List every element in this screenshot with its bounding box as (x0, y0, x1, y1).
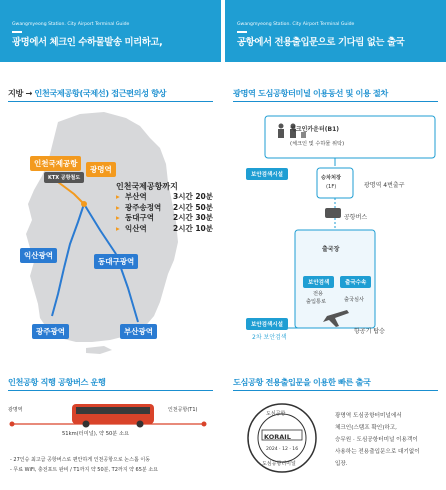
label-dongdaegu: 동대구광역 (94, 254, 138, 269)
second-security-label: 2차 보안검색 (252, 334, 287, 341)
right-section2-line (233, 390, 438, 391)
bus-icon (72, 404, 154, 428)
stamp-date: 2024 · 12 · 16 (266, 447, 299, 452)
gwangmyeong-dot (81, 201, 87, 207)
left-section1-title (8, 88, 166, 99)
left-section1-text: 인천국제공항(국제선) 접근편의성 향상 (34, 88, 167, 98)
stamp-korail: KORAIL (264, 433, 291, 441)
label-incheon: 인천국제공항 (30, 156, 81, 171)
right-header-bar (237, 31, 247, 33)
right-header-subtitle: Gwangmyeong Station. City Airport Terminal Guide (237, 22, 355, 27)
flight-label: 항공기 탑승 (354, 328, 385, 335)
bus-from-dot (10, 422, 15, 427)
bus-from: 광명역 (8, 407, 23, 413)
stamp-desc-line: 사용하는 전용출입문으로 대기없이 (335, 449, 420, 455)
left-section2-title: 인천공항 직행 공항버스 운행 (8, 377, 106, 387)
priority2-label: 출입통로 (306, 299, 327, 305)
left-section1-prefix: 지방 → (8, 88, 35, 98)
left-header-title: 광명에서 체크인 수하물발송 미리하고, (12, 37, 163, 48)
time-row: ▸ 부산역 3시간 20분 (116, 192, 214, 201)
right-section2-title: 도심공항 전용출입문을 이용한 빠른 출국 (233, 377, 371, 387)
departure-label: 출국장 (322, 246, 340, 253)
boarding-box (317, 168, 353, 198)
times-title: 인천국제공항까지 (116, 182, 178, 191)
left-header (0, 0, 221, 62)
stamp-top-text: 도심공항 (266, 411, 286, 417)
label-gwangju: 광주광역 (32, 324, 69, 339)
bus-note: - 27인승 최고급 공항버스로 편안하게 인천공항으로 논스톱 이동 (10, 457, 151, 463)
times-list (116, 192, 213, 234)
label-gwangmyeong: 광명역 (86, 162, 116, 177)
right-section1-line (233, 101, 438, 102)
bus-distance: 51km(터미널), 약 50분 소요 (62, 431, 129, 437)
label-busan: 부산광역 (120, 324, 157, 339)
security2-label: 보안검색시설 (246, 318, 288, 330)
left-section2-line (8, 390, 213, 391)
right-section1-title: 광명역 도심공항터미널 이용동선 및 이용 절차 (233, 88, 388, 98)
stamp-description (335, 410, 420, 470)
left-header-subtitle: Gwangmyeong Station. City Airport Terminal Guide (12, 22, 130, 27)
stamp-desc-line: 입장. (335, 461, 348, 467)
checkin-sub: (체크인 및 수하물 위탁) (290, 141, 345, 147)
boarding-label: 승차처장 (321, 175, 342, 181)
right-header-title: 공항에서 전용출입문으로 기다림 없는 출국 (237, 37, 405, 48)
security1-label: 보안검색시설 (246, 168, 288, 180)
bus-route-graphic (0, 396, 221, 446)
bus-to: 인천공항(T1) (168, 407, 198, 413)
stamp-desc-line: 체크인(스탬프 확인)하고, (335, 425, 397, 431)
stamp-desc-line: 광명역 도심공항터미널에서 (335, 413, 402, 419)
left-header-bar (12, 31, 22, 33)
label-iksan: 익산광역 (20, 248, 57, 263)
boarding-floor: (1F) (326, 184, 337, 190)
label-ktx: KTX 공항철도 (44, 172, 84, 183)
airport-bus-label: 공항버스 (344, 214, 368, 221)
stamp-desc-line: 승무원 · 도심공항터미널 이용객이 (335, 437, 418, 443)
time-row: ▸ 동대구역 2시간 30분 (116, 213, 214, 222)
gate4-label: 광명역 4번출구 (364, 182, 405, 189)
time-row: ▸ 광주송정역 2시간 50분 (116, 202, 214, 212)
left-section1-line (8, 101, 213, 102)
bus-small-icon (325, 208, 341, 218)
bus-note: - 무료 WiFi, 충전포트 완비 / T1까지 약 50분, T2까지 약 65분 소요 (10, 467, 159, 473)
bus-to-dot (202, 422, 207, 427)
immigration-label: 출국심사 (344, 297, 365, 303)
checkin-label: 체크인카운터(B1) (290, 126, 340, 133)
security-box-label: 보안검색 (303, 276, 334, 288)
priority-label: 전용 (313, 291, 324, 297)
island-shape (86, 346, 112, 354)
time-row: ▸ 익산역 2시간 10분 (116, 223, 214, 233)
immigration-box-label: 출국수속 (340, 276, 371, 288)
stamp-bottom-text: 도심공항터미널 (262, 461, 296, 467)
bus-notes (10, 455, 158, 475)
right-header (225, 0, 446, 62)
